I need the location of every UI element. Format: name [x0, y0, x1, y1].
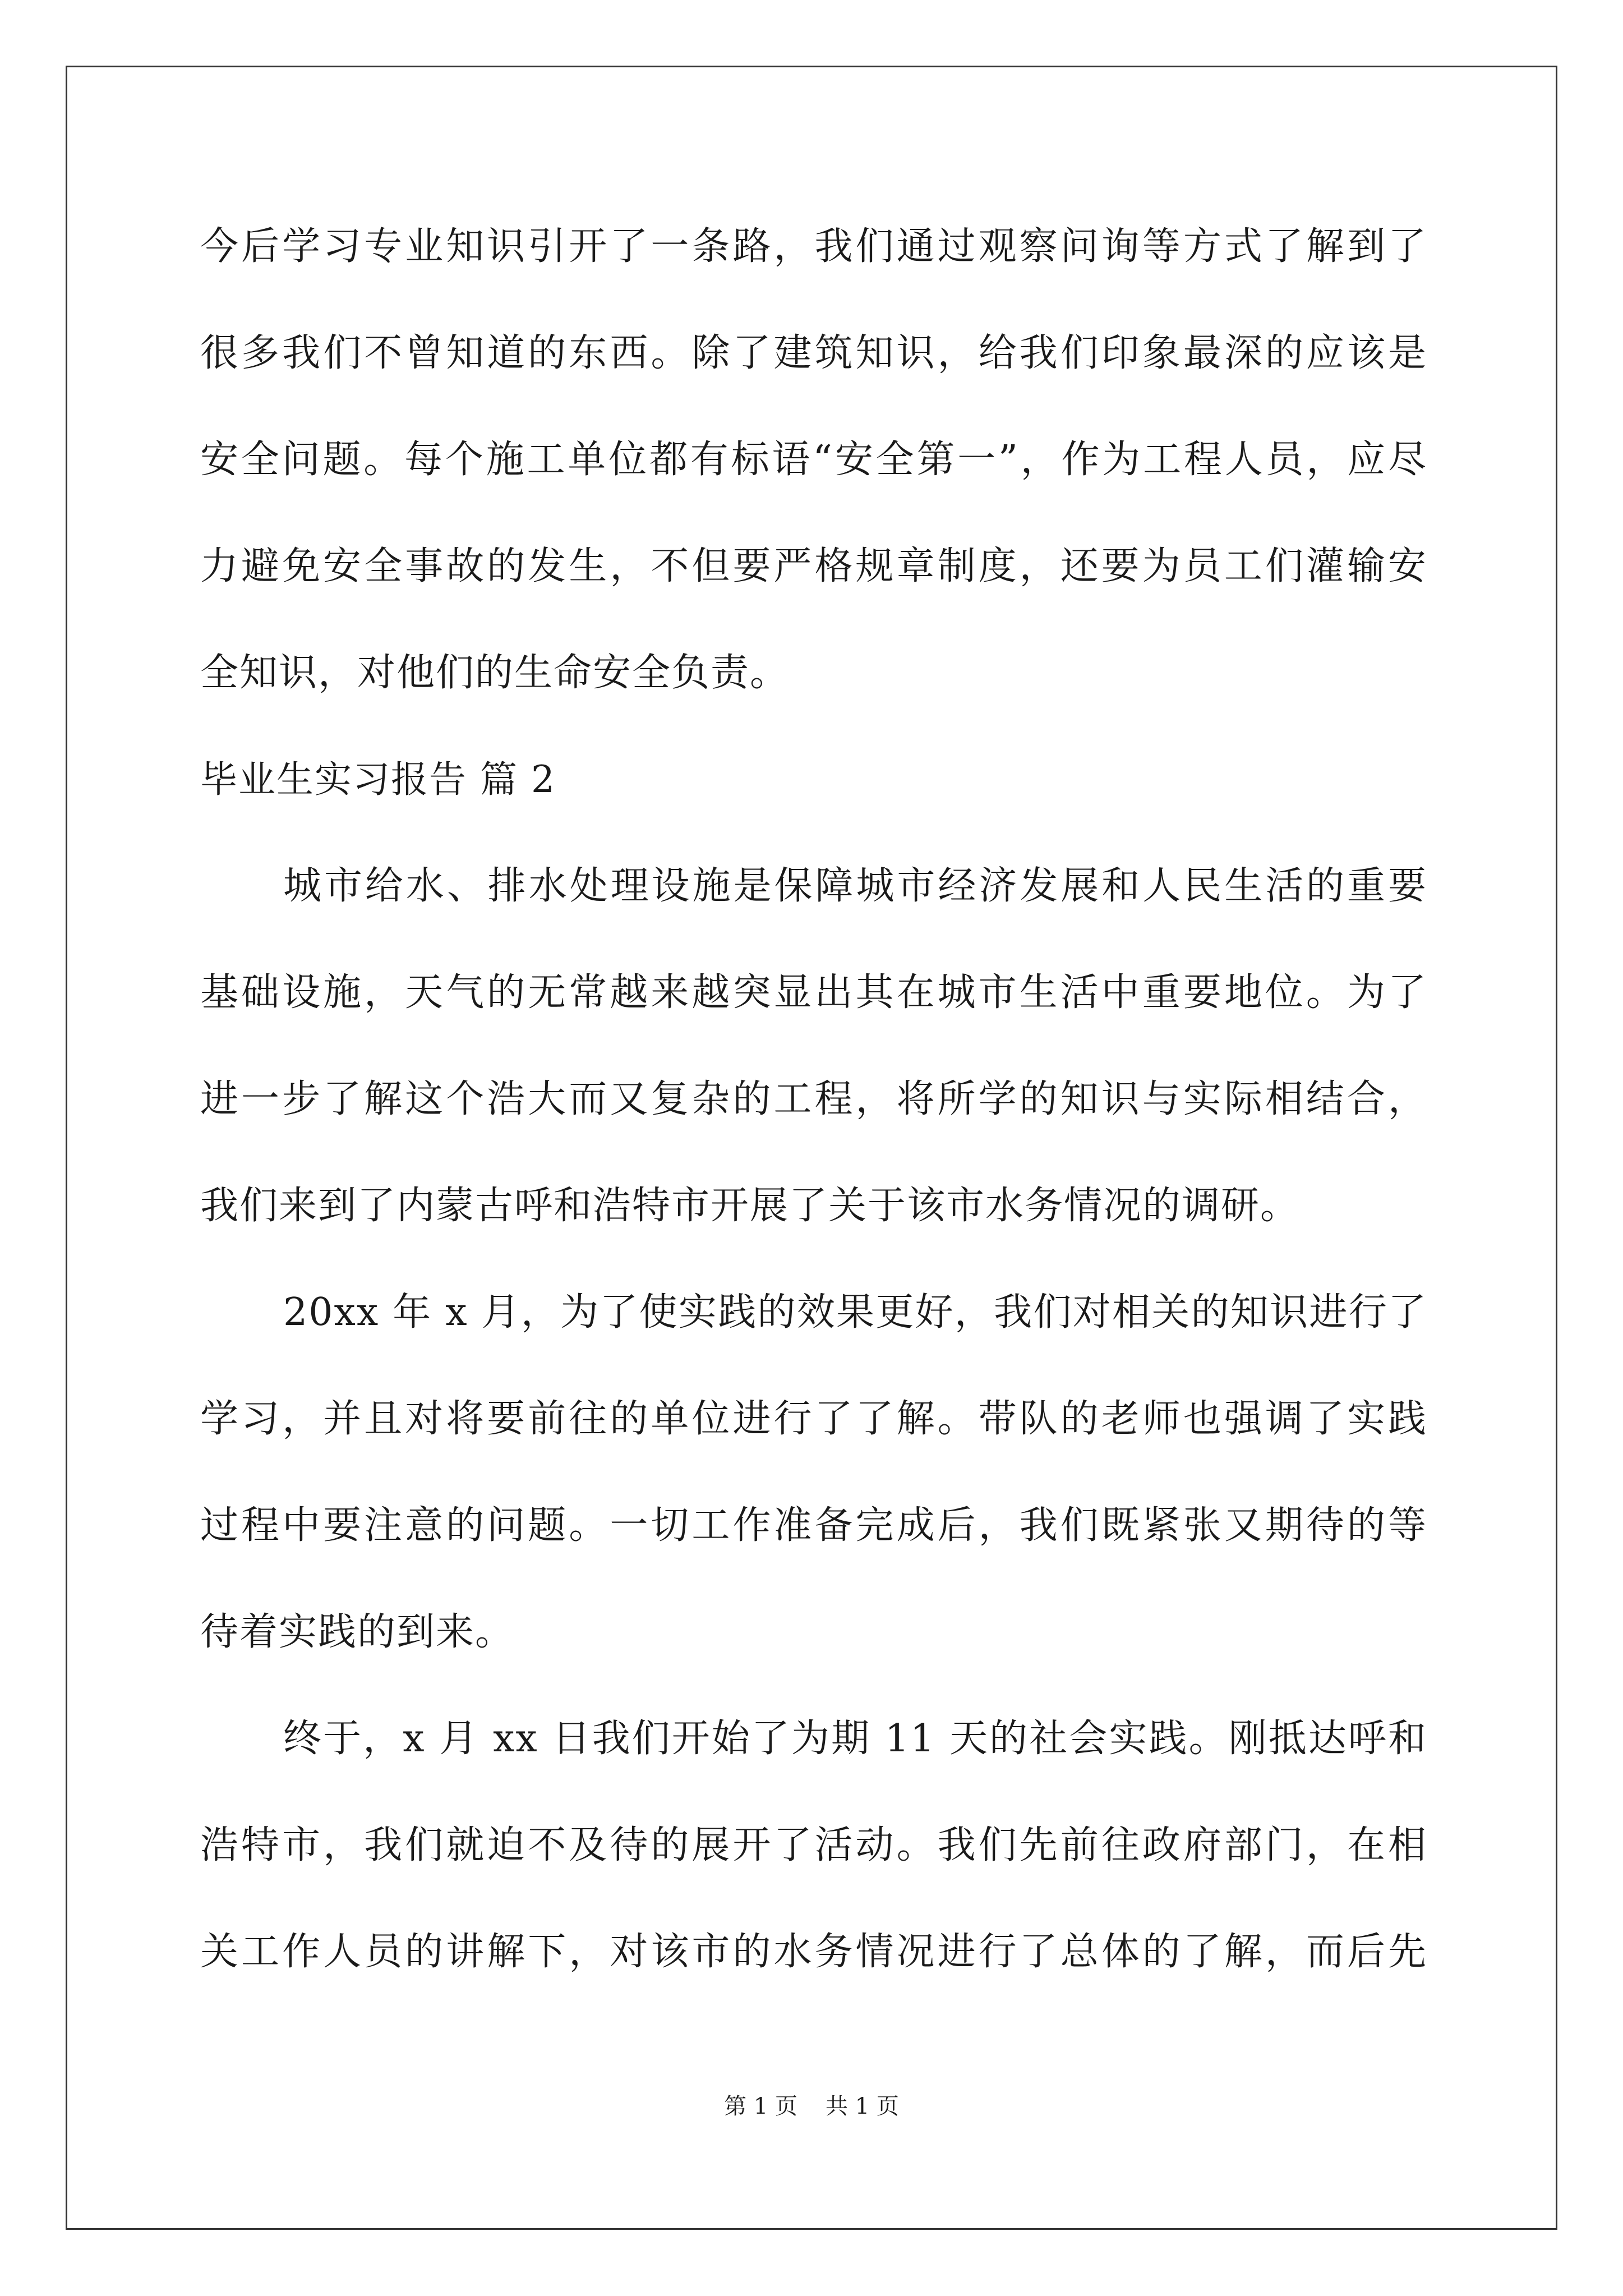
page-footer — [0, 2090, 1623, 2123]
paragraph-line: 学习，并且对将要前往的单位进行了了解。带队的老师也强调了实践 — [200, 1397, 1427, 1441]
paragraph-line: 进一步了解这个浩大而又复杂的工程，将所学的知识与实际相结合， — [200, 1077, 1427, 1121]
paragraph-line: 安全问题。每个施工单位都有标语“安全第一”，作为工程人员，应尽 — [200, 438, 1427, 482]
paragraph-line: 终于，x 月 xx 日我们开始了为期 11 天的社会实践。刚抵达呼和 — [283, 1717, 1427, 1761]
paragraph-line: 关工作人员的讲解下，对该市的水务情况进行了总体的了解，而后先 — [200, 1930, 1427, 1974]
paragraph-line: 浩特市，我们就迫不及待的展开了活动。我们先前往政府部门，在相 — [200, 1823, 1427, 1867]
section-heading: 毕业生实习报告 篇 2 — [200, 758, 556, 801]
paragraph-line: 基础设施，天气的无常越来越突显出其在城市生活中重要地位。为了 — [200, 970, 1427, 1015]
page-border — [66, 66, 1557, 2230]
paragraph-line: 很多我们不曾知道的东西。除了建筑知识，给我们印象最深的应该是 — [200, 331, 1427, 375]
paragraph-line: 待着实践的到来。 — [200, 1610, 515, 1654]
paragraph-line: 全知识，对他们的生命安全负责。 — [200, 651, 790, 695]
page-total: 共 1 页 — [826, 2093, 899, 2119]
paragraph-line: 今后学习专业知识引开了一条路，我们通过观察问询等方式了解到了 — [200, 224, 1427, 269]
paragraph-line: 力避免安全事故的发生，不但要严格规章制度，还要为员工们灌输安 — [200, 544, 1427, 588]
paragraph-line: 我们来到了内蒙古呼和浩特市开展了关于该市水务情况的调研。 — [200, 1184, 1300, 1228]
page-number: 第 1 页 — [724, 2093, 797, 2119]
paragraph-line: 过程中要注意的问题。一切工作准备完成后，我们既紧张又期待的等 — [200, 1503, 1427, 1548]
paragraph-line: 20xx 年 x 月，为了使实践的效果更好，我们对相关的知识进行了 — [283, 1290, 1427, 1335]
paragraph-line: 城市给水、排水处理设施是保障城市经济发展和人民生活的重要 — [283, 864, 1427, 908]
